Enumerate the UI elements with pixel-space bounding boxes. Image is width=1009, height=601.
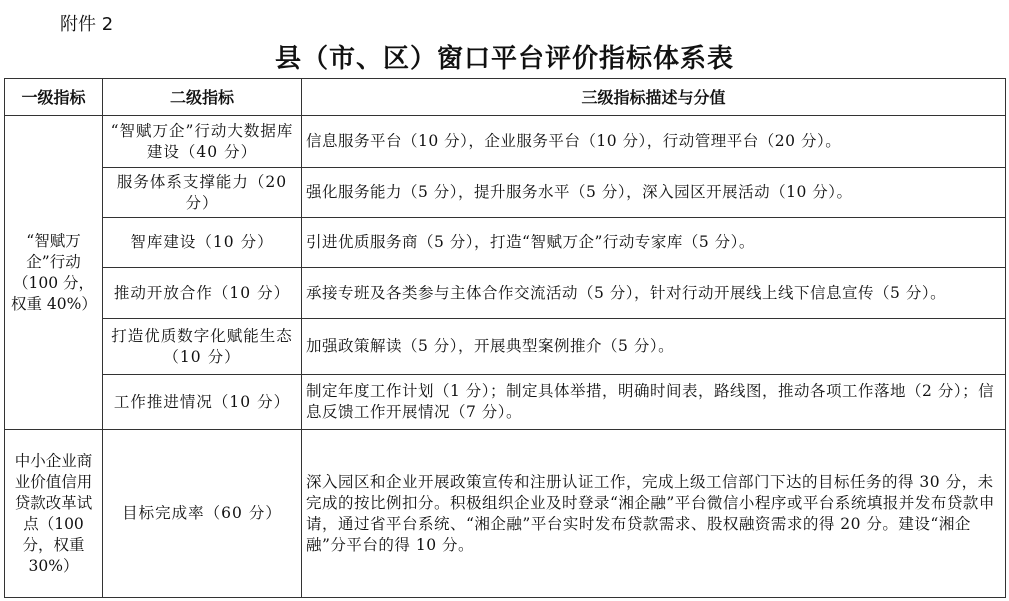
- level3-description-text: 强化服务能力（5 分），提升服务水平（5 分），深入园区开展活动（10 分）。: [306, 183, 853, 201]
- level1-indicator-text: 中小企业商业价值信用贷款改革试点（100 分，权重 30%）: [14, 451, 93, 575]
- level3-description-text: 承接专班及各类参与主体合作交流活动（5 分），针对行动开展线上线下信息宣传（5 分）。: [306, 283, 947, 302]
- level2-indicator-cell: [103, 375, 302, 430]
- level2-indicator-cell: [103, 218, 302, 268]
- level2-indicator-text: “智赋万企”行动大数据库建设（40 分）: [110, 121, 294, 161]
- level3-description-cell: [302, 168, 1006, 218]
- table-row: [5, 268, 1006, 319]
- table-row: [5, 168, 1006, 218]
- level2-indicator-cell: [103, 168, 302, 218]
- table-row: [5, 116, 1006, 168]
- page-title: 县（市、区）窗口平台评价指标体系表: [274, 44, 734, 74]
- table-row: [5, 218, 1006, 268]
- table-row: [5, 319, 1006, 375]
- table-header-row: [5, 79, 1006, 116]
- header-level2: 二级指标: [103, 79, 302, 116]
- level2-indicator-cell: [103, 430, 302, 598]
- level3-description-cell: [302, 319, 1006, 375]
- level3-description-cell: [302, 116, 1006, 168]
- level3-description-text: 制定年度工作计划（1 分）；制定具体举措，明确时间表，路线图，推动各项工作落地（2 分）；信息反馈工作开展情况（7 分）。: [306, 382, 995, 421]
- level1-indicator-text: “智赋万企”行动（100 分，权重 40%）: [11, 231, 97, 313]
- index-table: [4, 78, 1006, 598]
- level3-description-cell: [302, 430, 1006, 598]
- attachment-label: 附件 2: [60, 14, 114, 35]
- level3-description-cell: [302, 218, 1006, 268]
- level1-indicator-cell: [5, 116, 103, 430]
- level2-indicator-text: 服务体系支撑能力（20 分）: [116, 172, 288, 212]
- level3-description-text: 深入园区和企业开展政策宣传和注册认证工作，完成上级工信部门下达的目标任务的得 30 分，未完成的按比例扣分。积极组织企业及时登录“湘企融”平台微信小程序或平台系统填报并发布贷款申请，通过省平台系统、“湘企融”平台实时发布贷款需求、股权融资需求的得 20 分。建设“湘企融”分平台的得 10 分。: [306, 472, 995, 554]
- level2-indicator-text: 工作推进情况（10 分）: [113, 392, 291, 411]
- level3-description-cell: [302, 268, 1006, 319]
- level3-description-text: 引进优质服务商（5 分），打造“智赋万企”行动专家库（5 分）。: [306, 233, 755, 251]
- level2-indicator-cell: [103, 116, 302, 168]
- level2-indicator-text: 智库建设（10 分）: [130, 233, 274, 251]
- level2-indicator-cell: [103, 268, 302, 319]
- header-level1: 一级指标: [5, 79, 103, 116]
- level2-indicator-text: 推动开放合作（10 分）: [113, 283, 291, 302]
- level2-indicator-text: 打造优质数字化赋能生态（10 分）: [111, 326, 293, 366]
- header-level3: 三级指标描述与分值: [302, 79, 1006, 116]
- level2-indicator-text: 目标完成率（60 分）: [122, 504, 282, 522]
- level1-indicator-cell: [5, 430, 103, 598]
- level2-indicator-cell: [103, 319, 302, 375]
- table-row: [5, 430, 1006, 598]
- level3-description-cell: [302, 375, 1006, 430]
- table-row: [5, 375, 1006, 430]
- level3-description-text: 信息服务平台（10 分），企业服务平台（10 分），行动管理平台（20 分）。: [306, 132, 842, 150]
- level3-description-text: 加强政策解读（5 分），开展典型案例推介（5 分）。: [306, 337, 675, 355]
